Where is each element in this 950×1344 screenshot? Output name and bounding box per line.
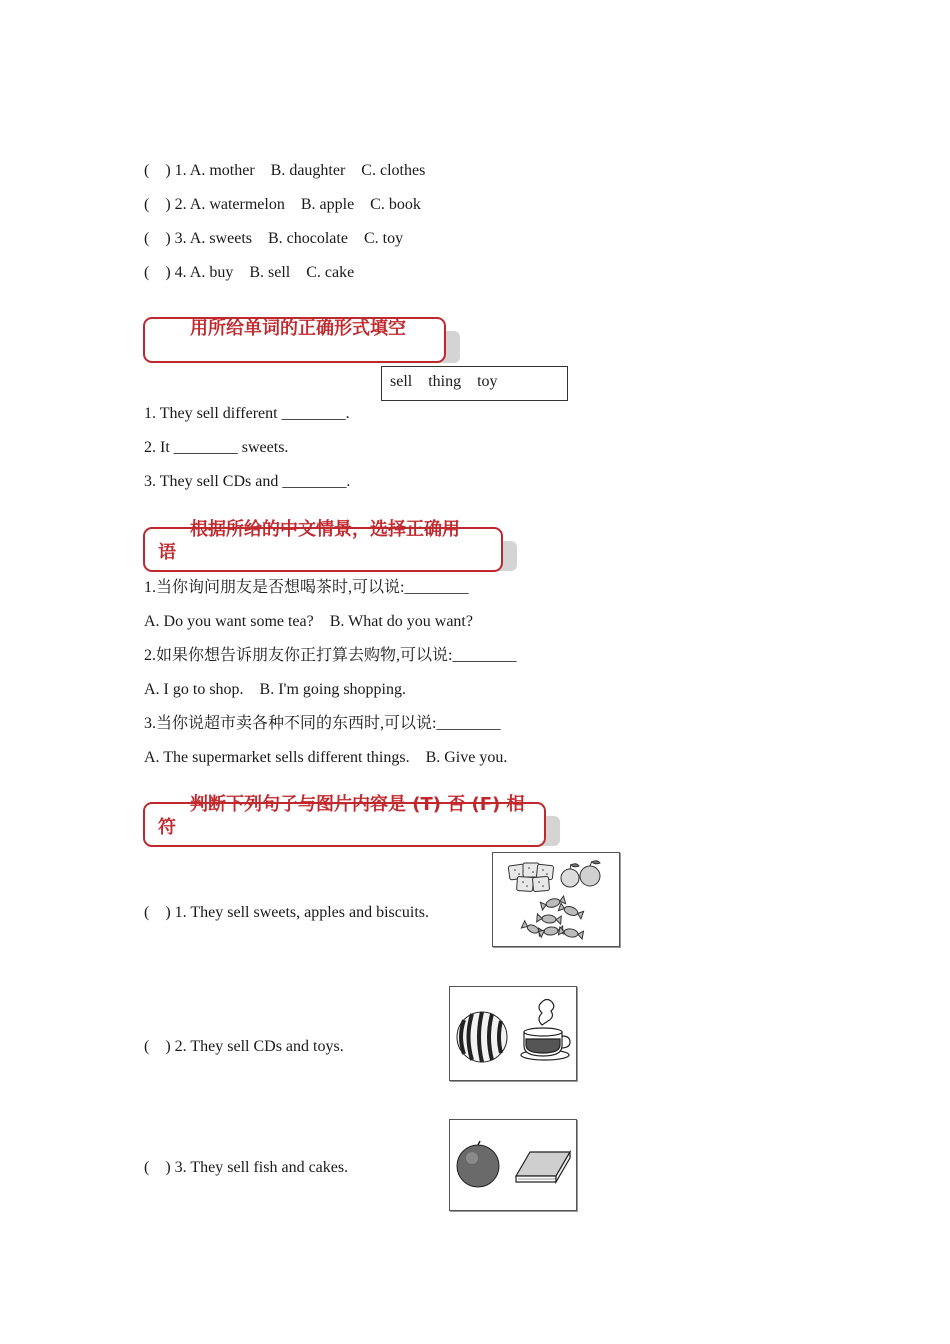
section-title: 用所给单词的正确形式填空 (190, 318, 406, 339)
situation-question-1: 1.当你询问朋友是否想喝茶时,可以说:________ (144, 579, 469, 596)
orange-book-picture (449, 1119, 577, 1211)
book-icon (516, 1152, 570, 1182)
choice-question-4: ( ) 4. A. buy B. sell C. cake (144, 264, 355, 281)
word-bank-box: sell thing toy (381, 366, 568, 401)
judge-question-3: ( ) 3. They sell fish and cakes. (144, 1159, 349, 1176)
choice-question-2: ( ) 2. A. watermelon B. apple C. book (144, 196, 421, 213)
fill-question-2: 2. It ________ sweets. (144, 439, 289, 456)
watermelon-icon (457, 1012, 507, 1062)
biscuits-apples-sweets-picture (492, 852, 620, 947)
section-title-line1: 判断下列句子与图片内容是 (T) 否 (F) 相 (190, 794, 525, 815)
watermelon-tea-picture (449, 986, 577, 1081)
situation-options-1: A. Do you want some tea? B. What do you want? (144, 613, 473, 630)
section-title-line2: 语 (158, 542, 176, 563)
section-title-line1: 根据所给的中文情景，选择正确用 (190, 519, 460, 540)
situation-question-3: 3.当你说超市卖各种不同的东西时,可以说:________ (144, 715, 501, 732)
situation-options-3: A. The supermarket sells different things. B. Give you. (144, 749, 508, 766)
situation-question-2: 2.如果你想告诉朋友你正打算去购物,可以说:________ (144, 647, 517, 664)
judge-question-2: ( ) 2. They sell CDs and toys. (144, 1038, 344, 1055)
fill-question-1: 1. They sell different ________. (144, 405, 350, 422)
choice-question-1: ( ) 1. A. mother B. daughter C. clothes (144, 162, 426, 179)
fill-question-3: 3. They sell CDs and ________. (144, 473, 351, 490)
orange-icon (457, 1141, 499, 1187)
sweets-icon (521, 896, 583, 939)
apple-icon (561, 861, 600, 887)
choice-question-3: ( ) 3. A. sweets B. chocolate C. toy (144, 230, 404, 247)
section-title-line2: 符 (158, 817, 176, 838)
situation-options-2: A. I go to shop. B. I'm going shopping. (144, 681, 406, 698)
judge-question-1: ( ) 1. They sell sweets, apples and biscuits. (144, 904, 429, 921)
tea-cup-icon (521, 1000, 570, 1061)
biscuit-icon (508, 863, 554, 892)
